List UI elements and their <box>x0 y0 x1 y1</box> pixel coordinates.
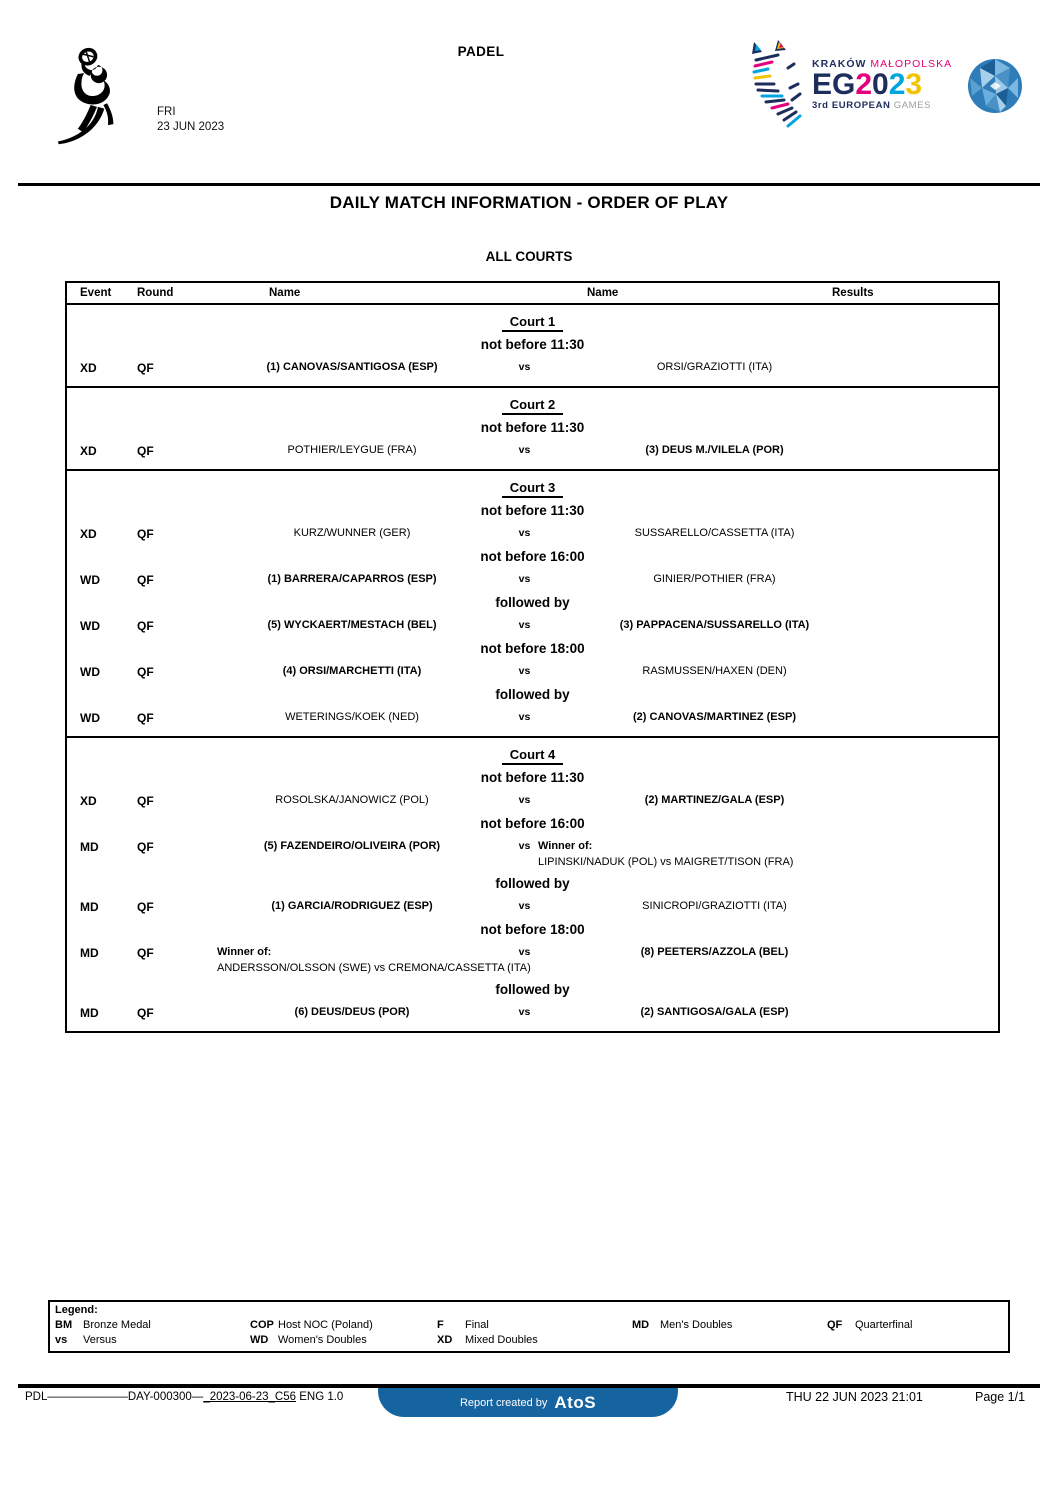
team-name: RASMUSSEN/HAXEN (DEN) <box>642 665 787 677</box>
round-code: QF <box>137 619 154 633</box>
match-row <box>67 619 998 633</box>
legend-label: Versus <box>83 1334 117 1346</box>
legend-label: Women's Doubles <box>278 1334 367 1346</box>
legend-item <box>827 1319 912 1331</box>
match-row <box>67 444 998 458</box>
logo-eg: EG <box>812 68 856 101</box>
schedule-note: not before 11:30 <box>480 420 585 435</box>
court-title-text: Court 3 <box>502 480 564 498</box>
match-row <box>67 946 998 974</box>
team-name: SUSSARELLO/CASSETTA (ITA) <box>634 527 795 539</box>
court-title <box>67 480 998 495</box>
logo-edition: 3rd <box>812 100 829 111</box>
logo-year-digit: 2 <box>888 68 906 101</box>
legend-key: vs <box>55 1334 68 1346</box>
round-code: QF <box>137 711 154 725</box>
schedule-note: not before 11:30 <box>480 503 585 518</box>
schedule-note: not before 16:00 <box>480 816 585 831</box>
court-title-text: Court 4 <box>502 747 564 765</box>
footer-doc-prefix: PDL———————DAY-000300— <box>25 1391 204 1403</box>
legend-label: Men's Doubles <box>660 1319 733 1331</box>
team-name: KURZ/WUNNER (GER) <box>293 527 411 539</box>
legend-key: QF <box>827 1319 843 1331</box>
legend-item <box>55 1319 151 1331</box>
event-code: WD <box>80 619 100 633</box>
match-row <box>67 794 998 808</box>
vs-label: vs <box>518 527 531 539</box>
courts-container <box>67 305 998 1031</box>
logo-city: KRAKÓW <box>812 58 867 70</box>
header-divider <box>18 183 1040 186</box>
vs-label: vs <box>518 794 531 806</box>
team-name: (6) DEUS/DEUS (POR) <box>294 1006 410 1018</box>
page-title: DAILY MATCH INFORMATION - ORDER OF PLAY <box>329 193 729 212</box>
eg2023-mascot-icon <box>748 38 810 134</box>
vs-label: vs <box>518 619 531 631</box>
vs-label: vs <box>518 840 531 852</box>
team-name: POTHIER/LEYGUE (FRA) <box>287 444 417 456</box>
legend-item <box>437 1319 489 1331</box>
legend-item <box>250 1334 367 1346</box>
event-code: WD <box>80 711 100 725</box>
match-row <box>67 527 998 541</box>
vs-label: vs <box>518 573 531 585</box>
team-name: ORSI/GRAZIOTTI (ITA) <box>656 361 773 373</box>
legend-label: Quarterfinal <box>855 1319 913 1331</box>
eg2023-logo <box>748 38 964 134</box>
legend-label: Host NOC (Poland) <box>278 1319 373 1331</box>
footer-doc-underlined: _2023-06-23_C56 <box>203 1391 297 1403</box>
match-row <box>67 711 998 725</box>
sport-title: PADEL <box>457 44 505 59</box>
footer-generated-timestamp: THU 22 JUN 2023 21:01 <box>786 1390 923 1404</box>
vs-label: vs <box>518 946 531 958</box>
court-section <box>67 469 998 736</box>
page-subtitle: ALL COURTS <box>485 249 573 264</box>
schedule-note: not before 11:30 <box>480 337 585 352</box>
event-code: XD <box>80 794 97 808</box>
event-code: XD <box>80 444 97 458</box>
logo-year-digit: 3 <box>905 68 923 101</box>
event-code: XD <box>80 527 97 541</box>
column-header-round: Round <box>137 287 174 299</box>
team-name: (1) BARRERA/CAPARROS (ESP) <box>267 573 437 585</box>
round-code: QF <box>137 794 154 808</box>
team-name: (3) DEUS M./VILELA (POR) <box>645 444 784 456</box>
match-row <box>67 573 998 587</box>
legend-key: COP <box>250 1319 274 1331</box>
team-name: ROSOLSKA/JANOWICZ (POL) <box>275 794 429 806</box>
team-cell-winner <box>538 840 843 868</box>
logo-year-digit: 2 <box>855 68 873 101</box>
court-section <box>67 736 998 1031</box>
legend-row <box>50 1319 1008 1334</box>
report-day: FRI <box>157 106 176 118</box>
round-code: QF <box>137 1006 154 1020</box>
round-code: QF <box>137 573 154 587</box>
schedule-note: not before 18:00 <box>480 641 585 656</box>
team-cell-winner <box>217 946 531 974</box>
legend-item <box>55 1334 117 1346</box>
round-code: QF <box>137 946 154 960</box>
legend-label: Mixed Doubles <box>465 1334 538 1346</box>
legend-row <box>50 1334 1008 1349</box>
match-row <box>67 1006 998 1020</box>
legend-label: Bronze Medal <box>83 1319 151 1331</box>
footer-doc-suffix: ENG 1.0 <box>296 1391 344 1403</box>
legend-key: MD <box>632 1319 650 1331</box>
court-title <box>67 314 998 329</box>
round-code: QF <box>137 444 154 458</box>
team-name: (3) PAPPACENA/SUSSARELLO (ITA) <box>619 619 810 631</box>
legend-title: Legend: <box>55 1304 98 1316</box>
court-title-text: Court 1 <box>502 314 564 332</box>
event-code: MD <box>80 946 99 960</box>
winner-of-label: Winner of: <box>217 946 272 958</box>
event-code: MD <box>80 1006 99 1020</box>
team-name: (5) WYCKAERT/MESTACH (BEL) <box>267 619 437 631</box>
schedule-note: followed by <box>495 595 570 610</box>
atos-banner <box>378 1388 678 1417</box>
round-code: QF <box>137 665 154 679</box>
blue-mosaic-globe-icon <box>966 56 1024 116</box>
team-name: WETERINGS/KOEK (NED) <box>285 711 419 723</box>
round-code: QF <box>137 527 154 541</box>
event-code: MD <box>80 900 99 914</box>
schedule-note: not before 11:30 <box>480 770 585 785</box>
match-row <box>67 361 998 375</box>
logo-region: MAŁOPOLSKA <box>870 58 953 70</box>
court-section <box>67 305 998 386</box>
report-date <box>157 105 224 135</box>
column-header-name2: Name <box>587 287 619 299</box>
legend-item <box>250 1319 373 1331</box>
vs-label: vs <box>518 711 531 723</box>
legend-key: F <box>437 1319 444 1331</box>
report-created-by-label: Report created by <box>459 1396 548 1409</box>
round-code: QF <box>137 840 154 854</box>
team-name: GINIER/POTHIER (FRA) <box>653 573 776 585</box>
vs-label: vs <box>518 444 531 456</box>
vs-label: vs <box>518 1006 531 1018</box>
court-title <box>67 397 998 412</box>
vs-label: vs <box>518 665 531 677</box>
legend-label: Final <box>465 1319 489 1331</box>
legend-item <box>437 1334 538 1346</box>
schedule-note: followed by <box>495 982 570 997</box>
column-header-results: Results <box>832 287 874 299</box>
winner-of-match: LIPINSKI/NADUK (POL) vs MAIGRET/TISON (FRA) <box>538 856 794 868</box>
event-code: WD <box>80 573 100 587</box>
legend-key: WD <box>250 1334 269 1346</box>
footer-document-code <box>25 1391 343 1403</box>
event-code: WD <box>80 665 100 679</box>
schedule-note: followed by <box>495 876 570 891</box>
match-row <box>67 840 998 868</box>
winner-of-match: ANDERSSON/OLSSON (SWE) vs CREMONA/CASSETTA (ITA) <box>217 962 531 974</box>
column-header-name1: Name <box>269 287 301 299</box>
legend-key: BM <box>55 1319 73 1331</box>
team-name: (8) PEETERS/AZZOLA (BEL) <box>640 946 789 958</box>
match-row <box>67 900 998 914</box>
round-code: QF <box>137 900 154 914</box>
team-name: (2) MARTINEZ/GALA (ESP) <box>644 794 785 806</box>
team-name: SINICROPI/GRAZIOTTI (ITA) <box>642 900 787 912</box>
report-date-line: 23 JUN 2023 <box>157 121 225 133</box>
schedule-note: not before 18:00 <box>480 922 585 937</box>
column-header-event: Event <box>80 287 112 299</box>
vs-label: vs <box>518 361 531 373</box>
team-name: (1) CANOVAS/SANTIGOSA (ESP) <box>266 361 438 373</box>
table-header-row <box>67 283 998 305</box>
team-name: (2) CANOVAS/MARTINEZ (ESP) <box>633 711 796 723</box>
eg2023-wordmark <box>810 38 952 134</box>
event-code: XD <box>80 361 97 375</box>
schedule-note: followed by <box>495 687 570 702</box>
legend-box <box>48 1300 1010 1353</box>
team-name: (2) SANTIGOSA/GALA (ESP) <box>640 1006 789 1018</box>
logo-european: EUROPEAN <box>831 100 891 111</box>
court-title <box>67 747 998 762</box>
order-of-play-table <box>65 281 1000 1033</box>
legend-item <box>632 1319 732 1331</box>
team-name: (1) GARCIA/RODRIGUEZ (ESP) <box>271 900 433 912</box>
event-code: MD <box>80 840 99 854</box>
schedule-note: not before 16:00 <box>480 549 585 564</box>
legend-key: XD <box>437 1334 453 1346</box>
atos-logo: AtoS <box>554 1392 597 1412</box>
team-name: (5) FAZENDEIRO/OLIVEIRA (POR) <box>263 840 441 852</box>
round-code: QF <box>137 361 154 375</box>
vs-label: vs <box>518 900 531 912</box>
match-row <box>67 665 998 679</box>
team-name: (4) ORSI/MARCHETTI (ITA) <box>282 665 422 677</box>
court-title-text: Court 2 <box>502 397 564 415</box>
winner-of-label: Winner of: <box>538 840 593 852</box>
logo-year-digit: 0 <box>872 68 889 101</box>
logo-games: GAMES <box>893 100 932 111</box>
footer-page-number: Page 1/1 <box>975 1390 1026 1404</box>
court-section <box>67 386 998 469</box>
